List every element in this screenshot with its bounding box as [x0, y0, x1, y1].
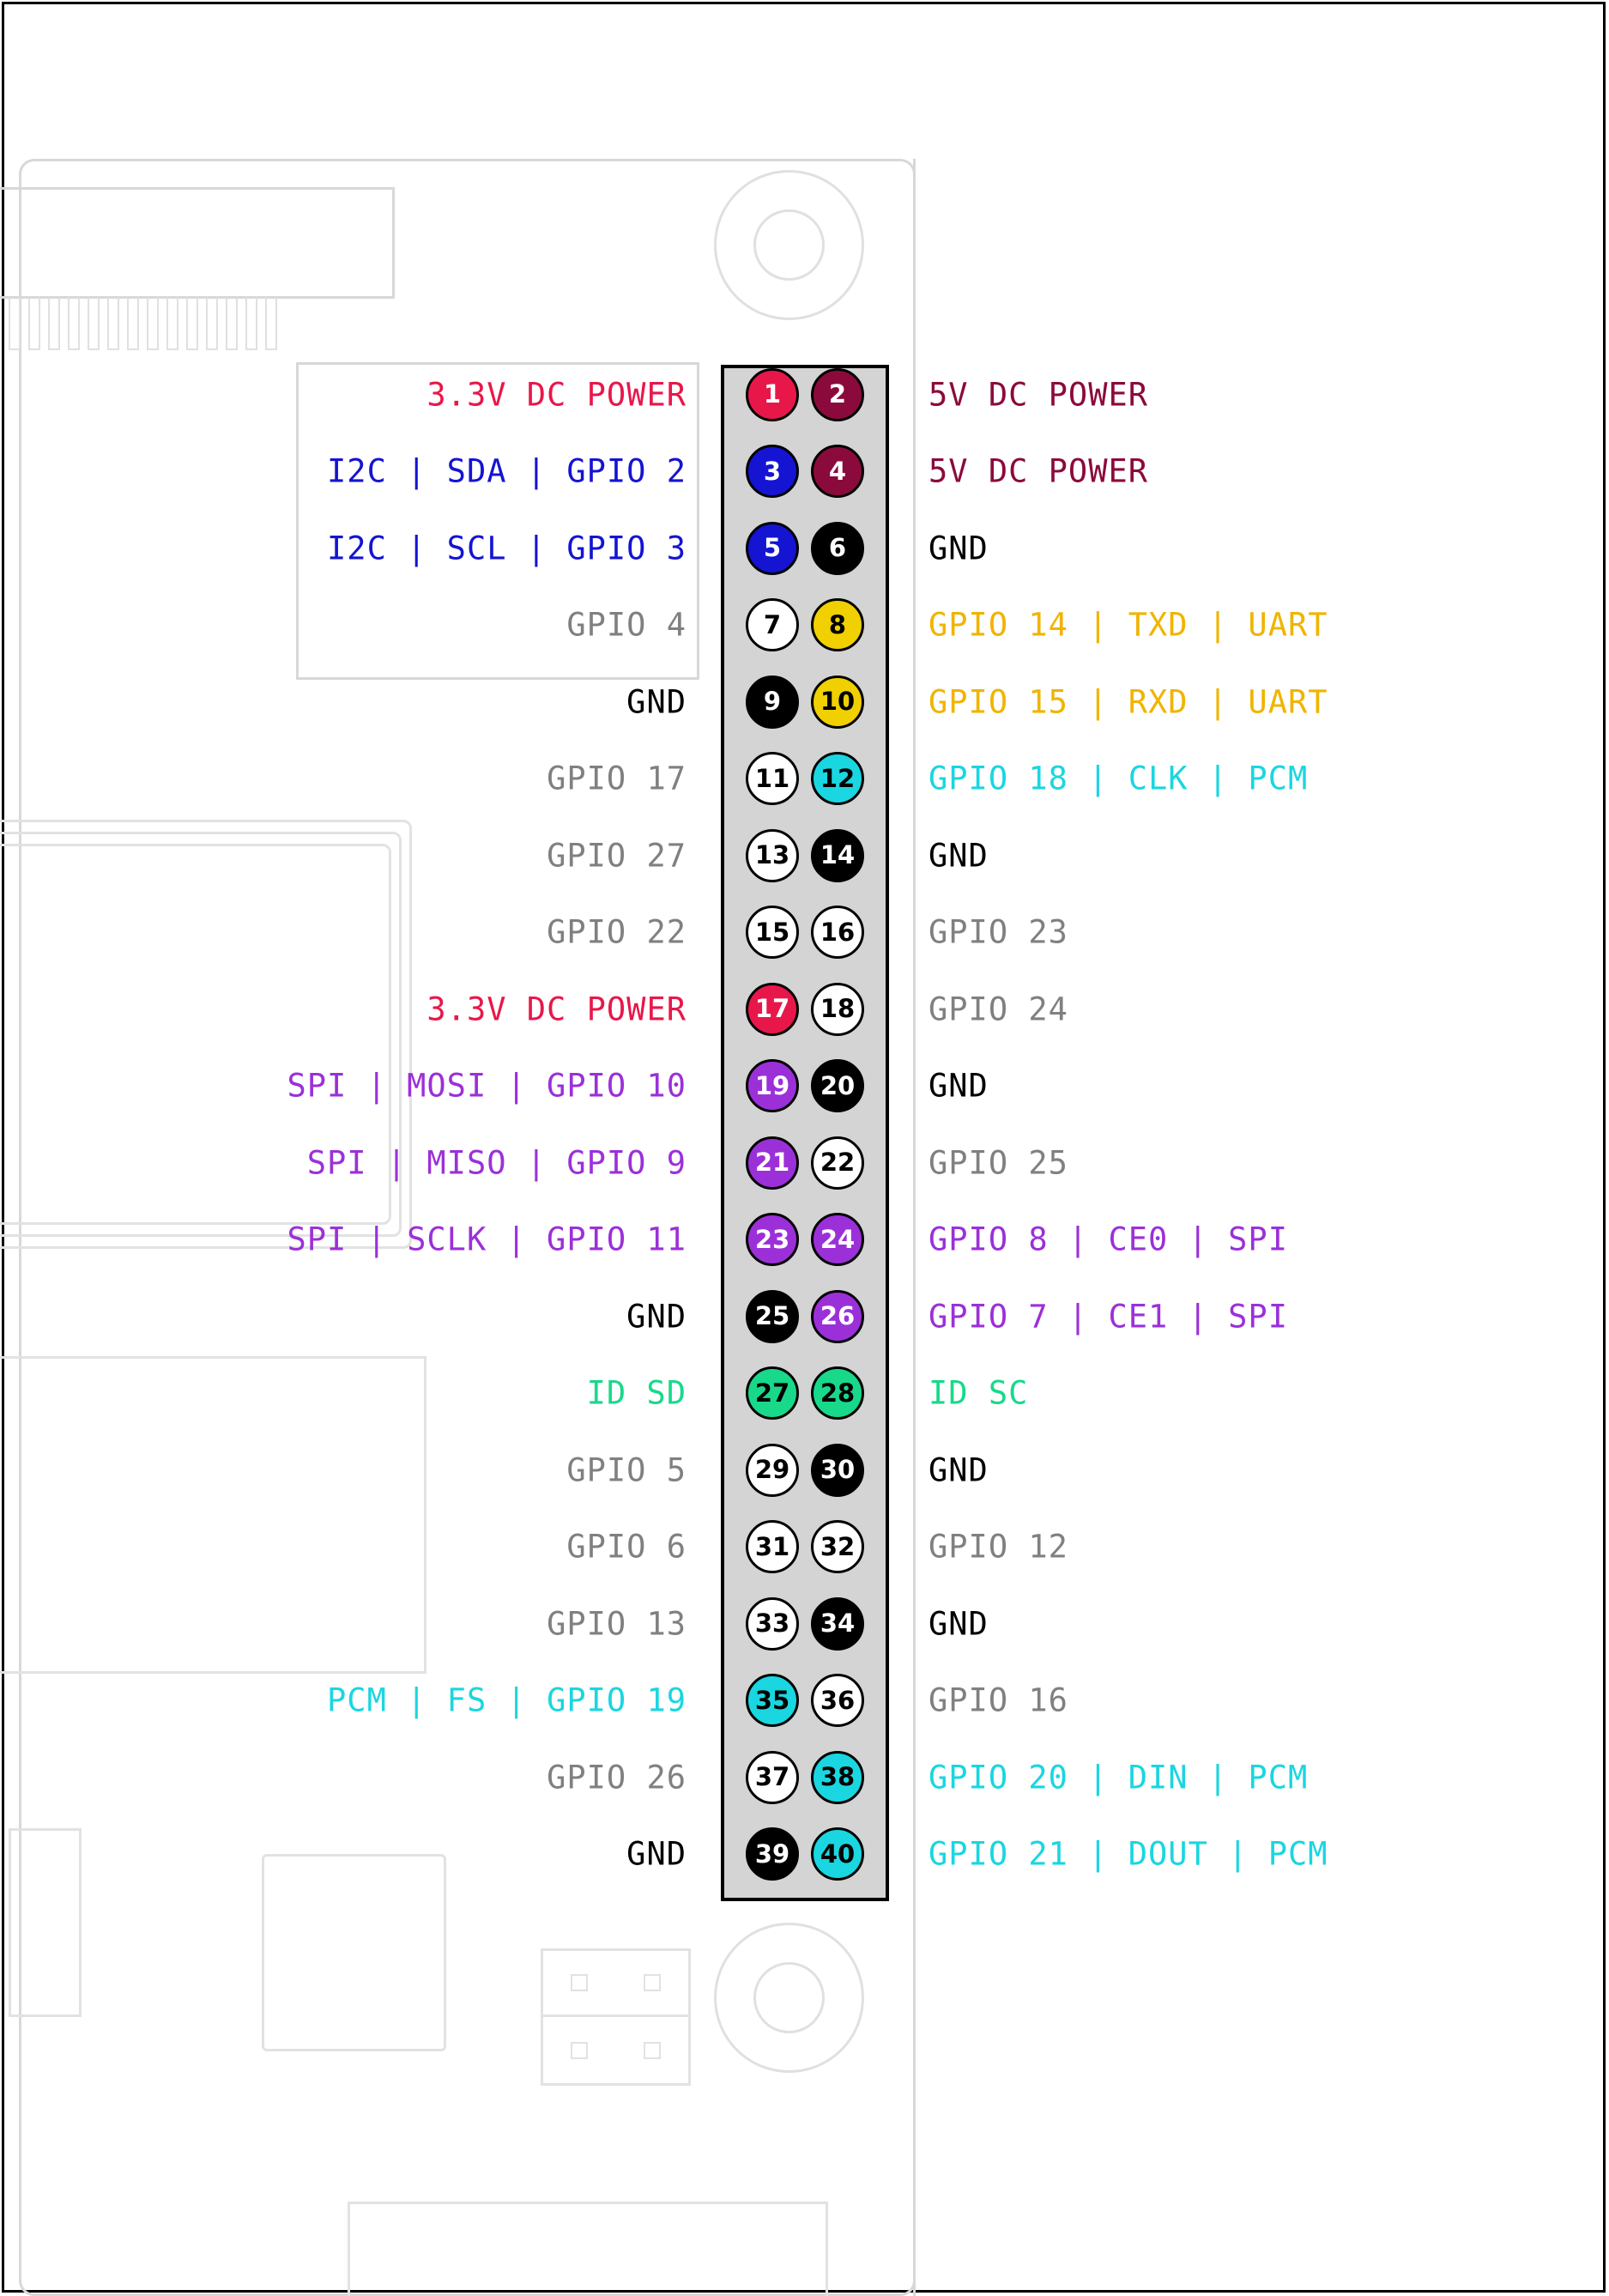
pin-pair [721, 894, 889, 972]
pin-label-right: GND [929, 1451, 989, 1489]
pin-7[interactable]: 7 [746, 598, 799, 651]
mounting-hole-top-inner [753, 209, 825, 281]
pin-pair [721, 587, 889, 664]
pin-28[interactable]: 28 [811, 1366, 864, 1420]
pin-6[interactable]: 6 [811, 522, 864, 575]
pin-pair [721, 1202, 889, 1279]
pin-label-left: 3.3V DC POWER [426, 990, 687, 1028]
pin-31[interactable]: 31 [746, 1520, 799, 1573]
pin-label-left: GPIO 5 [566, 1451, 687, 1489]
pin-12[interactable]: 12 [811, 752, 864, 805]
pin-row-list [0, 356, 1609, 1893]
pin-label-left: ID SD [586, 1374, 687, 1412]
pin-25[interactable]: 25 [746, 1290, 799, 1343]
pin-label-right: GND [929, 1067, 989, 1105]
pin-label-left: GND [626, 1835, 687, 1873]
pin-label-right: GPIO 24 [929, 990, 1068, 1028]
pin-13[interactable]: 13 [746, 829, 799, 882]
pin-label-left: GPIO 17 [547, 760, 687, 797]
ethernet-connector-icon [0, 187, 395, 350]
pin-label-left: SPI | SCLK | GPIO 11 [287, 1221, 687, 1258]
pin-row [0, 971, 1609, 1048]
pin-20[interactable]: 20 [811, 1059, 864, 1112]
pin-40[interactable]: 40 [811, 1827, 864, 1881]
pin-row [0, 510, 1609, 587]
pin-14[interactable]: 14 [811, 829, 864, 882]
pin-label-right: GND [929, 530, 989, 567]
pin-1[interactable]: 1 [746, 368, 799, 421]
pin-label-left: GPIO 13 [547, 1605, 687, 1643]
pin-row [0, 663, 1609, 741]
pin-label-right: GPIO 18 | CLK | PCM [929, 760, 1309, 797]
pin-label-left: PCM | FS | GPIO 19 [327, 1681, 687, 1719]
pin-row [0, 1663, 1609, 1740]
pin-row [0, 1278, 1609, 1355]
pin-32[interactable]: 32 [811, 1520, 864, 1573]
pin-30[interactable]: 30 [811, 1444, 864, 1497]
pin-8[interactable]: 8 [811, 598, 864, 651]
pin-21[interactable]: 21 [746, 1136, 799, 1190]
pin-29[interactable]: 29 [746, 1444, 799, 1497]
pin-pair [721, 510, 889, 587]
pin-label-left: GPIO 4 [566, 606, 687, 644]
pin-pair [721, 1663, 889, 1740]
pin-16[interactable]: 16 [811, 906, 864, 959]
pin-pair [721, 971, 889, 1048]
mounting-hole-bottom-inner [753, 1962, 825, 2033]
pin-18[interactable]: 18 [811, 983, 864, 1036]
pin-label-right: GPIO 12 [929, 1528, 1068, 1566]
pin-pair [721, 1816, 889, 1893]
pin-label-right: 5V DC POWER [929, 452, 1149, 490]
pin-label-left: I2C | SDA | GPIO 2 [327, 452, 687, 490]
pin-4[interactable]: 4 [811, 445, 864, 498]
pin-label-left: GPIO 26 [547, 1759, 687, 1796]
pin-label-right: GPIO 23 [929, 913, 1068, 951]
pin-label-right: GPIO 7 | CE1 | SPI [929, 1298, 1288, 1336]
pin-label-right: GPIO 8 | CE0 | SPI [929, 1221, 1288, 1258]
pin-row [0, 1432, 1609, 1509]
pin-24[interactable]: 24 [811, 1213, 864, 1266]
pin-label-left: SPI | MISO | GPIO 9 [306, 1144, 687, 1182]
pin-row [0, 1124, 1609, 1202]
pin-row [0, 817, 1609, 894]
pin-pair [721, 433, 889, 511]
pin-row [0, 1585, 1609, 1663]
pin-row [0, 1509, 1609, 1586]
pin-pair [721, 1124, 889, 1202]
pin-pair [721, 1278, 889, 1355]
pin-label-left: GPIO 27 [547, 837, 687, 875]
pin-row [0, 1202, 1609, 1279]
pin-label-right: GPIO 20 | DIN | PCM [929, 1759, 1309, 1796]
pin-label-left: 3.3V DC POWER [426, 376, 687, 414]
pin-10[interactable]: 10 [811, 675, 864, 729]
pin-15[interactable]: 15 [746, 906, 799, 959]
pin-row [0, 433, 1609, 511]
pin-pair [721, 1432, 889, 1509]
pin-pair [721, 1355, 889, 1433]
pin-row [0, 356, 1609, 433]
pin-label-right: GPIO 21 | DOUT | PCM [929, 1835, 1328, 1873]
pin-19[interactable]: 19 [746, 1059, 799, 1112]
pin-39[interactable]: 39 [746, 1827, 799, 1881]
pin-row [0, 1048, 1609, 1125]
pin-label-left: I2C | SCL | GPIO 3 [327, 530, 687, 567]
board-component-block-bottom [348, 2202, 828, 2296]
pin-label-right: GND [929, 1605, 989, 1643]
pin-3[interactable]: 3 [746, 445, 799, 498]
pin-38[interactable]: 38 [811, 1751, 864, 1804]
pin-row [0, 741, 1609, 818]
pin-pair [721, 1048, 889, 1125]
pin-label-left: SPI | MOSI | GPIO 10 [287, 1067, 687, 1105]
pin-row [0, 587, 1609, 664]
pin-34[interactable]: 34 [811, 1597, 864, 1651]
pin-22[interactable]: 22 [811, 1136, 864, 1190]
pin-pair [721, 1739, 889, 1816]
pin-pair [721, 1585, 889, 1663]
pin-9[interactable]: 9 [746, 675, 799, 729]
pin-26[interactable]: 26 [811, 1290, 864, 1343]
pin-36[interactable]: 36 [811, 1674, 864, 1727]
pin-2[interactable]: 2 [811, 368, 864, 421]
pin-row [0, 1816, 1609, 1893]
pin-label-right: GPIO 25 [929, 1144, 1068, 1182]
pin-label-right: GPIO 16 [929, 1681, 1068, 1719]
pin-pair [721, 663, 889, 741]
pin-label-right: GPIO 15 | RXD | UART [929, 683, 1328, 721]
pin-17[interactable]: 17 [746, 983, 799, 1036]
pin-27[interactable]: 27 [746, 1366, 799, 1420]
pin-label-left: GND [626, 1298, 687, 1336]
pin-label-left: GPIO 6 [566, 1528, 687, 1566]
pin-row [0, 1355, 1609, 1433]
pin-23[interactable]: 23 [746, 1213, 799, 1266]
pin-11[interactable]: 11 [746, 752, 799, 805]
pin-5[interactable]: 5 [746, 522, 799, 575]
pin-label-right: 5V DC POWER [929, 376, 1149, 414]
pin-33[interactable]: 33 [746, 1597, 799, 1651]
pin-label-left: GPIO 22 [547, 913, 687, 951]
pin-pair [721, 741, 889, 818]
pin-37[interactable]: 37 [746, 1751, 799, 1804]
pin-label-right: ID SC [929, 1374, 1029, 1412]
pin-label-right: GND [929, 837, 989, 875]
pin-label-right: GPIO 14 | TXD | UART [929, 606, 1328, 644]
pin-label-left: GND [626, 683, 687, 721]
pin-row [0, 894, 1609, 972]
pin-pair [721, 817, 889, 894]
pin-pair [721, 356, 889, 433]
pin-row [0, 1739, 1609, 1816]
display-connector-icon [541, 1948, 691, 2086]
pin-pair [721, 1509, 889, 1586]
pin-35[interactable]: 35 [746, 1674, 799, 1727]
